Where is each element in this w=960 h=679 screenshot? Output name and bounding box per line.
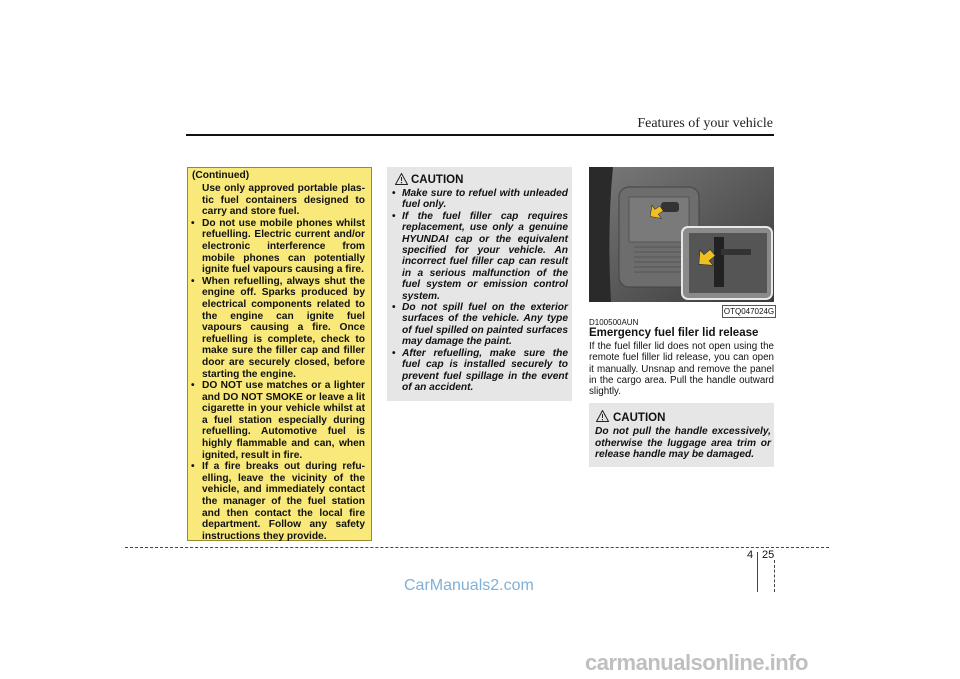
caution-title: CAUTION — [613, 412, 666, 424]
bullet-icon: • — [392, 210, 396, 222]
warning-item-text: If a fire breaks out during refu- elling, leave the vicinity of the vehicle, and immediately contact the manager of the fuel station and then contact the local fire department. Follow any safety instructions they provide. — [202, 461, 365, 542]
warning-item-text: Do not use mobile phones whilst refuelling. Electric current and/or electronic interference from mobile phones can potentially ignite fuel vapours causing a fire. — [202, 217, 365, 276]
caution-triangle-icon — [395, 173, 408, 185]
caution-item-text: Do not spill fuel on the exterior surfaces of the vehicle. Any type of fuel spilled on painted surfaces may damage the paint. — [402, 302, 568, 348]
bullet-icon: • — [191, 217, 195, 229]
bullet-icon: • — [392, 347, 396, 359]
caution-title: CAUTION — [411, 174, 464, 186]
fuel-lid-release-photo — [589, 167, 774, 302]
section-title: Emergency fuel filer lid release — [589, 327, 759, 339]
watermark-carmanualsonline[interactable]: carmanualsonline.info — [585, 650, 808, 675]
footer-divider — [757, 552, 758, 592]
page-number: 25 — [762, 549, 775, 561]
bullet-icon: • — [191, 275, 195, 287]
warning-item — [190, 276, 365, 380]
warning-item-text: DO NOT use matches or a lighter and DO NOT SMOKE or leave a lit cigarette in your vehicle whilst at a fuel station especially during refuelling. Automotive fuel is highly flammable and can, when ignited, result in fire. — [202, 380, 365, 461]
section-body: If the fuel filler lid does not open using the remote fuel filler lid release, you can open it manually. Unsnap and remove the panel in the cargo area. Pull the handle outward slightly. — [589, 341, 774, 398]
caution-list — [392, 188, 568, 393]
footer-rule — [125, 547, 829, 548]
warning-item — [190, 380, 365, 461]
caution-triangle-icon — [596, 410, 609, 422]
section-code: D100500AUN — [589, 318, 639, 327]
header-rule — [186, 134, 774, 136]
caution-item — [392, 348, 568, 394]
warning-list — [190, 183, 365, 542]
warning-continued-label: (Continued) — [192, 170, 250, 181]
bullet-icon: • — [191, 380, 195, 392]
caution-item-text: If the fuel filler cap requires replacement, use only a genuine HYUNDAI cap or the equivalent specified for your vehicle. An incorrect fuel filler cap can result in a serious malfunction of the fuel system or emission control system. — [402, 210, 568, 302]
caution-item-text: Make sure to refuel with unleaded fuel only. — [402, 188, 568, 211]
warning-intro: Use only approved portable plas- tic fuel containers designed to carry and store fuel. — [202, 183, 365, 218]
section-number: 4 — [747, 549, 754, 561]
caution-item — [392, 188, 568, 211]
caution-item-text: After refuelling, make sure the fuel cap is installed securely to prevent fuel spillage in the event of an accident. — [402, 347, 568, 393]
bullet-icon: • — [392, 302, 396, 314]
bullet-icon: • — [191, 461, 195, 473]
warning-item — [190, 218, 365, 276]
bullet-icon: • — [392, 188, 396, 199]
cargo-panel-photo-illustration — [589, 167, 774, 302]
warning-item-text: When refuelling, always shut the engine off. Sparks produced by electrical components related to the engine can ignite fuel vapours causing a fire. Once refuelling is complete, check to make sure the filler cap and filler door are securely closed, before starting the engine. — [202, 275, 365, 380]
figure-label: OTQ047024G — [723, 307, 775, 316]
footer-divider — [774, 560, 775, 592]
watermark-carmanuals[interactable]: CarManuals2.com — [404, 577, 534, 594]
page-header-title: Features of your vehicle — [637, 116, 773, 131]
caution-item — [392, 302, 568, 348]
caution-body: Do not pull the handle excessively, otherwise the luggage area trim or release handle may be damaged. — [595, 426, 771, 461]
warning-item — [190, 461, 365, 542]
caution-item — [392, 211, 568, 302]
